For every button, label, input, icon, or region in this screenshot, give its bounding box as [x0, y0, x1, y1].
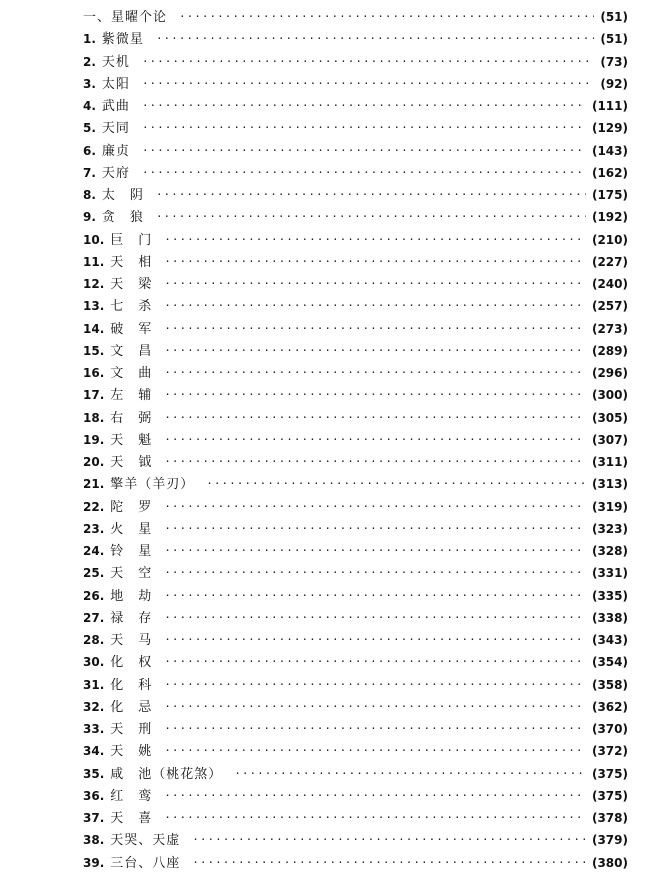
- toc-entry-title: 陀 罗: [110, 499, 153, 515]
- toc-dot-leader: [156, 184, 586, 206]
- toc-entry: [83, 540, 628, 562]
- toc-entry-number: 32.: [83, 699, 105, 714]
- toc-dot-leader: [164, 562, 586, 584]
- toc-entry-title: 天哭、天虚: [110, 833, 181, 849]
- toc-entry-page: (343): [591, 633, 628, 647]
- toc-entry-page: (378): [591, 811, 628, 825]
- toc-dot-leader: [164, 229, 586, 251]
- toc-entry: [83, 407, 628, 429]
- toc-entry-number: 21.: [83, 477, 105, 492]
- toc-entry-number: 23.: [83, 521, 105, 536]
- toc-entry-number: 28.: [83, 633, 105, 647]
- toc-entry-page: (73): [600, 54, 628, 69]
- toc-dot-leader: [142, 162, 586, 184]
- toc-dot-leader: [142, 95, 586, 117]
- toc-entry-page: (375): [591, 766, 628, 781]
- toc-entry-page: (296): [591, 366, 628, 380]
- toc-entry: [83, 362, 628, 384]
- toc-entry-number: 30.: [83, 655, 105, 670]
- toc-entry-number: 39.: [83, 855, 105, 870]
- toc-dot-leader: [179, 6, 594, 28]
- toc-entry-number: 12.: [83, 277, 105, 291]
- toc-entry-number: 10.: [83, 232, 105, 247]
- toc-dot-leader: [164, 318, 586, 340]
- toc-entry: [83, 629, 628, 651]
- toc-entry: [83, 785, 628, 807]
- toc-entry-page: (192): [591, 210, 628, 225]
- toc-dot-leader: [164, 295, 586, 317]
- toc-dot-leader: [164, 674, 586, 696]
- toc-entry-page: (257): [591, 299, 628, 314]
- toc-entry: [83, 117, 628, 139]
- toc-entry-number: 35.: [83, 766, 105, 781]
- toc-entry: [83, 318, 628, 340]
- toc-entry-number: 3.: [83, 76, 96, 91]
- toc-entry-number: 2.: [83, 54, 96, 69]
- toc-section-page: (51): [600, 10, 628, 24]
- toc-entry-number: 18.: [83, 410, 105, 425]
- toc-entry-number: 20.: [83, 455, 105, 469]
- toc-entry-number: 7.: [83, 165, 96, 180]
- toc-entry-number: 11.: [83, 254, 105, 269]
- toc-entry-title: 天 刑: [110, 722, 153, 737]
- toc-entry: [83, 852, 628, 874]
- toc-entry-page: (323): [591, 521, 628, 536]
- toc-entry-title: 右 弼: [110, 410, 153, 426]
- toc-entry: [83, 384, 628, 406]
- toc-entry-number: 4.: [83, 99, 96, 113]
- toc-entry-number: 9.: [83, 210, 96, 225]
- toc-entry: [83, 807, 628, 829]
- toc-entry: [83, 473, 628, 495]
- toc-entry: [83, 229, 628, 251]
- toc-entry-title: 紫微星: [101, 32, 144, 48]
- toc-section-title: 一、星曜个论: [83, 10, 168, 25]
- toc-entry-page: (162): [591, 165, 628, 180]
- toc-entry-title: 天 姚: [110, 744, 153, 760]
- toc-dot-leader: [164, 696, 586, 718]
- toc-entry-page: (175): [591, 188, 628, 202]
- toc-entry-title: 天府: [101, 165, 130, 181]
- toc-entry: [83, 73, 628, 95]
- toc-entry-title: 天 钺: [110, 455, 153, 470]
- toc-entry-page: (338): [591, 610, 628, 625]
- toc-entry-title: 贪 狼: [101, 210, 144, 226]
- toc-entry-title: 武曲: [101, 99, 130, 114]
- toc-entry-title: 太阳: [101, 76, 130, 92]
- toc-entry: [83, 562, 628, 584]
- toc-dot-leader: [142, 140, 586, 162]
- toc-dot-leader: [164, 585, 586, 607]
- toc-entry-title: 巨 门: [110, 232, 153, 248]
- toc-entry-page: (319): [591, 499, 628, 514]
- toc-entry-number: 1.: [83, 32, 96, 47]
- toc-entry-number: 38.: [83, 833, 105, 848]
- toc-entry-page: (358): [591, 677, 628, 692]
- toc-entry: [83, 451, 628, 473]
- toc-entry-title: 禄 存: [110, 610, 153, 626]
- toc-entry-title: 擎羊（羊刃）: [110, 477, 195, 493]
- toc-entry-number: 15.: [83, 343, 105, 358]
- toc-entry: [83, 763, 628, 785]
- toc-entry-title: 文 昌: [110, 343, 153, 359]
- toc-entry-page: (289): [591, 343, 628, 358]
- toc-dot-leader: [192, 852, 586, 874]
- toc-entry-page: (111): [591, 99, 628, 113]
- toc-entry-page: (380): [591, 855, 628, 870]
- toc-dot-leader: [164, 785, 586, 807]
- toc-dot-leader: [142, 51, 594, 73]
- toc-dot-leader: [142, 117, 586, 139]
- toc-dot-leader: [164, 740, 586, 762]
- toc-entry-number: 14.: [83, 321, 105, 336]
- toc-entry: [83, 140, 628, 162]
- toc-dot-leader: [156, 28, 594, 50]
- toc-dot-leader: [164, 407, 586, 429]
- toc-section-heading: [83, 6, 628, 28]
- toc-entry-number: 16.: [83, 366, 105, 380]
- toc-entry: [83, 740, 628, 762]
- toc-entry-page: (379): [591, 833, 628, 848]
- toc-entry-title: 咸 池（桃花煞）: [110, 766, 223, 782]
- toc-entry-page: (311): [591, 455, 628, 469]
- toc-entry-page: (370): [591, 722, 628, 736]
- toc-entry: [83, 718, 628, 740]
- toc-entry: [83, 674, 628, 696]
- toc-entry-page: (240): [591, 277, 628, 291]
- toc-dot-leader: [164, 251, 586, 273]
- toc-entry-title: 天 马: [110, 633, 153, 648]
- toc-entry-page: (307): [591, 432, 628, 447]
- toc-entry-number: 6.: [83, 143, 96, 158]
- toc-entry-number: 26.: [83, 588, 105, 603]
- toc-dot-leader: [164, 629, 586, 651]
- toc-dot-leader: [164, 518, 586, 540]
- toc-entry-page: (354): [591, 655, 628, 670]
- toc-entry: [83, 429, 628, 451]
- toc-entry-title: 化 科: [110, 677, 153, 693]
- toc-dot-leader: [234, 763, 586, 785]
- toc-dot-leader: [164, 362, 586, 384]
- toc-entry: [83, 162, 628, 184]
- toc-entry-page: (92): [600, 76, 628, 91]
- toc-entry: [83, 184, 628, 206]
- toc-entry-title: 火 星: [110, 521, 153, 537]
- toc-entry: [83, 585, 628, 607]
- toc-entry-title: 三台、八座: [110, 855, 181, 871]
- toc-entry-number: 31.: [83, 677, 105, 692]
- toc-entry-title: 天 喜: [110, 811, 153, 826]
- toc-entry-number: 5.: [83, 121, 96, 136]
- toc-entry-title: 红 鸾: [110, 788, 153, 804]
- toc-entry-title: 天同: [101, 121, 130, 137]
- toc-entry-title: 天 相: [110, 254, 153, 270]
- toc-entry: [83, 95, 628, 117]
- toc-entry: [83, 28, 628, 50]
- toc-dot-leader: [164, 429, 586, 451]
- toc-dot-leader: [164, 384, 586, 406]
- toc-entry-title: 太 阴: [101, 188, 144, 203]
- toc-entry: [83, 651, 628, 673]
- toc-entry-title: 左 辅: [110, 388, 153, 404]
- toc-entry-number: 19.: [83, 432, 105, 447]
- toc-entry-page: (313): [591, 477, 628, 492]
- toc-dot-leader: [164, 340, 586, 362]
- toc-dot-leader: [164, 718, 586, 740]
- toc-dot-leader: [164, 651, 586, 673]
- toc-entry-title: 化 权: [110, 655, 153, 671]
- toc-entry-title: 天 魁: [110, 432, 153, 448]
- toc-entry-page: (331): [591, 566, 628, 581]
- toc-dot-leader: [164, 496, 586, 518]
- toc-entry-page: (375): [591, 788, 628, 803]
- toc-entry: [83, 829, 628, 851]
- toc-entry: [83, 340, 628, 362]
- toc-entry-page: (335): [591, 588, 628, 603]
- toc-entry-page: (273): [591, 321, 628, 336]
- toc-entry-title: 化 忌: [110, 699, 153, 715]
- toc-entry-title: 铃 星: [110, 544, 153, 559]
- toc-entry-page: (210): [591, 232, 628, 247]
- toc-dot-leader: [164, 451, 586, 473]
- toc-entry-page: (305): [591, 410, 628, 425]
- toc-entry-number: 33.: [83, 722, 105, 736]
- toc-entry-title: 天 空: [110, 566, 153, 582]
- toc-entry-number: 27.: [83, 610, 105, 625]
- toc-dot-leader: [164, 807, 586, 829]
- toc-entry-title: 天机: [101, 54, 130, 70]
- toc-dot-leader: [156, 206, 586, 228]
- toc-dot-leader: [164, 273, 586, 295]
- toc-entry-page: (129): [591, 121, 628, 136]
- toc-entry-title: 破 军: [110, 321, 153, 337]
- toc-entry-title: 天 梁: [110, 277, 153, 292]
- toc-entry-page: (143): [591, 143, 628, 158]
- toc-entry-title: 廉贞: [101, 143, 130, 159]
- toc-entry-number: 36.: [83, 788, 105, 803]
- toc-entry-number: 34.: [83, 744, 105, 759]
- toc-entry: [83, 273, 628, 295]
- toc-entry: [83, 518, 628, 540]
- toc-entry: [83, 295, 628, 317]
- toc-dot-leader: [206, 473, 586, 495]
- toc-entry-number: 25.: [83, 566, 105, 581]
- toc-dot-leader: [164, 540, 586, 562]
- toc-dot-leader: [164, 607, 586, 629]
- toc-entry-title: 七 杀: [110, 299, 153, 315]
- toc-entry: [83, 696, 628, 718]
- toc-entry-page: (227): [591, 254, 628, 269]
- toc-entry-title: 文 曲: [110, 366, 153, 381]
- toc-entry: [83, 496, 628, 518]
- toc-entry: [83, 206, 628, 228]
- toc-entry-number: 22.: [83, 499, 105, 514]
- toc-entry-page: (300): [591, 388, 628, 403]
- toc-entry-number: 8.: [83, 188, 96, 202]
- toc-entry: [83, 251, 628, 273]
- toc-entry-page: (328): [591, 544, 628, 558]
- toc-entry-page: (51): [600, 32, 628, 47]
- toc-entry: [83, 607, 628, 629]
- toc-dot-leader: [192, 829, 586, 851]
- toc-entry-page: (372): [591, 744, 628, 759]
- toc-entry-number: 37.: [83, 811, 105, 825]
- toc-entry-page: (362): [591, 699, 628, 714]
- toc-entry-number: 17.: [83, 388, 105, 403]
- toc-entry-number: 13.: [83, 299, 105, 314]
- toc-entry-number: 24.: [83, 544, 105, 558]
- toc-dot-leader: [142, 73, 594, 95]
- toc-entry: [83, 51, 628, 73]
- toc-entry-title: 地 劫: [110, 588, 153, 604]
- toc-list: [83, 6, 628, 874]
